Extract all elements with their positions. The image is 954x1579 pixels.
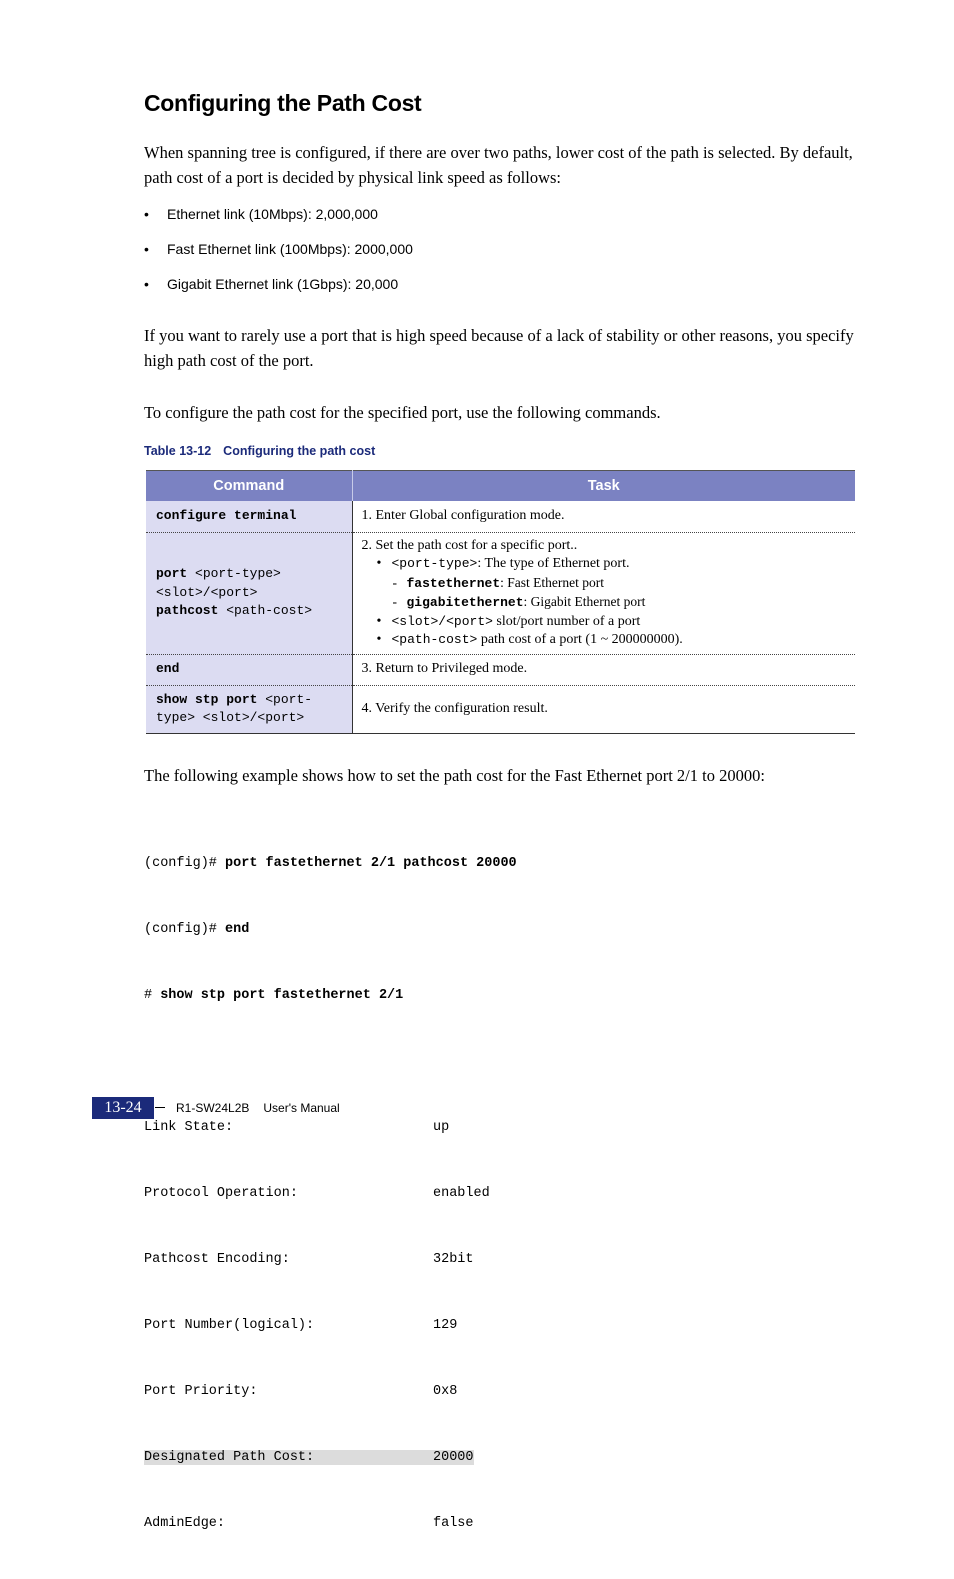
list-item [362, 631, 847, 650]
section-heading: Configuring the Path Cost [144, 90, 422, 116]
parameter-description: path cost of a port (1 ~ 200000000). [477, 632, 683, 647]
task-cell: 4. Verify the configuration result. [352, 685, 855, 733]
output-label: Designated Path Cost: [144, 1450, 315, 1465]
table-row [146, 654, 855, 685]
output-label: Protocol Operation: [144, 1186, 298, 1201]
manual-title [176, 1101, 340, 1115]
table-caption-number: Table 13-12 [144, 444, 212, 458]
list-item-text: Fast Ethernet link (100Mbps): 2000,000 [167, 241, 413, 257]
table-caption [144, 444, 375, 458]
command-keyword: pathcost [156, 603, 219, 619]
dash-icon: - [392, 594, 397, 609]
parameter-code: <slot>/<port> [391, 613, 493, 629]
output-label: AdminEdge: [144, 1516, 226, 1531]
bullet-icon: • [144, 276, 149, 292]
list-item [144, 272, 413, 307]
table-caption-title: Configuring the path cost [223, 444, 376, 458]
parameter-list [362, 555, 847, 650]
manual-name: User's Manual [263, 1101, 340, 1115]
page-number: 13-24 [92, 1097, 154, 1119]
command-cell [146, 532, 352, 654]
parameter-code: fastethernet [406, 575, 501, 591]
output-value: false [433, 1516, 474, 1531]
footer-rule [155, 1107, 165, 1108]
command-table [146, 470, 855, 734]
table-row [146, 685, 855, 733]
cli-output-line [144, 1513, 517, 1535]
cli-blank-line [144, 1051, 517, 1073]
cli-command: show stp port fastethernet 2/1 [160, 988, 404, 1003]
output-value: up [433, 1120, 450, 1135]
intro-paragraph: When spanning tree is configured, if there are over two paths, lower cost of the path is selected. By default, path cost of a port is decided by physical link speed as follows: [144, 143, 853, 187]
list-item [362, 613, 847, 632]
task-text: 2. Set the path cost for a specific port.. [361, 537, 578, 553]
output-value: 0x8 [433, 1384, 458, 1399]
command-cell [146, 654, 352, 685]
output-label: Link State: [144, 1120, 234, 1135]
cli-output-line [144, 1117, 517, 1139]
bullet-icon: • [376, 632, 382, 647]
output-label: Port Priority: [144, 1384, 258, 1399]
output-value: 32bit [433, 1252, 474, 1267]
task-cell: 3. Return to Privileged mode. [352, 654, 855, 685]
output-value: 129 [433, 1318, 458, 1333]
cli-output-line [144, 1183, 517, 1205]
list-item [362, 593, 847, 613]
command-argument: <path-cost> [226, 603, 313, 619]
parameter-code: <port-type> [391, 556, 478, 571]
parameter-description: slot/port number of a port [492, 613, 641, 629]
bullet-icon: • [144, 241, 149, 257]
cli-output-line-highlighted [144, 1447, 517, 1469]
cli-prompt: (config)# [144, 922, 226, 937]
example-intro-paragraph: The following example shows how to set the path cost for the Fast Ethernet port 2/1 to 20000: [144, 766, 765, 785]
command-keyword: configure terminal [156, 508, 297, 523]
list-item [144, 202, 413, 237]
command-argument: <port-type> [195, 566, 281, 582]
command-argument: <port- [265, 691, 313, 707]
cli-command: port fastethernet 2/1 pathcost 20000 [225, 856, 517, 871]
cli-output-line [144, 1381, 517, 1403]
list-item-text: Gigabit Ethernet link (1Gbps): 20,000 [167, 276, 399, 292]
bullet-icon: • [376, 613, 382, 629]
model-name: R1-SW24L2B [176, 1101, 250, 1115]
link-speed-list [144, 202, 413, 307]
bullet-icon: • [144, 206, 149, 222]
cli-example [144, 809, 517, 1579]
bullet-icon: • [376, 556, 382, 571]
cli-output-line [144, 1249, 517, 1271]
command-keyword: show stp port [156, 691, 258, 707]
output-label: Port Number(logical): [144, 1318, 315, 1333]
cli-prompt: # [144, 988, 161, 1003]
list-item [144, 237, 413, 272]
cli-command-line [144, 853, 517, 875]
table-header-row [146, 471, 855, 502]
output-label: Pathcost Encoding: [144, 1252, 290, 1267]
parameter-code: gigabitethernet [406, 595, 524, 610]
command-keyword: end [156, 661, 180, 677]
parameter-description: : Gigabit Ethernet port [523, 594, 646, 609]
cli-prompt: (config)# [144, 856, 226, 871]
cli-command-line [144, 985, 517, 1007]
cli-command-line [144, 919, 517, 941]
list-item [362, 555, 847, 574]
list-item-text: Ethernet link (10Mbps): 2,000,000 [167, 206, 378, 222]
output-value: 20000 [433, 1450, 474, 1465]
list-item [362, 574, 847, 594]
command-keyword: port [156, 566, 188, 582]
parameter-description: : Fast Ethernet port [500, 574, 604, 590]
table-row [146, 501, 855, 532]
parameter-code: <path-cost> [391, 632, 478, 647]
command-argument: type> <slot>/<port> [156, 710, 305, 725]
cli-command: end [225, 922, 250, 937]
column-header-task: Task [352, 471, 855, 502]
dash-icon: - [392, 574, 397, 590]
parameter-description: : The type of Ethernet port. [477, 556, 630, 571]
table-row [146, 532, 855, 654]
command-argument: <slot>/<port> [156, 584, 258, 600]
command-cell [146, 501, 352, 532]
task-cell: 1. Enter Global configuration mode. [352, 501, 855, 532]
task-cell [352, 532, 855, 654]
command-cell [146, 685, 352, 733]
high-cost-paragraph: If you want to rarely use a port that is high speed because of a lack of stability or other reasons, you specify high path cost of the port. [144, 326, 854, 370]
commands-intro-paragraph: To configure the path cost for the specified port, use the following commands. [144, 403, 661, 422]
output-value: enabled [433, 1186, 490, 1201]
cli-output-line [144, 1315, 517, 1337]
column-header-command: Command [146, 471, 352, 502]
